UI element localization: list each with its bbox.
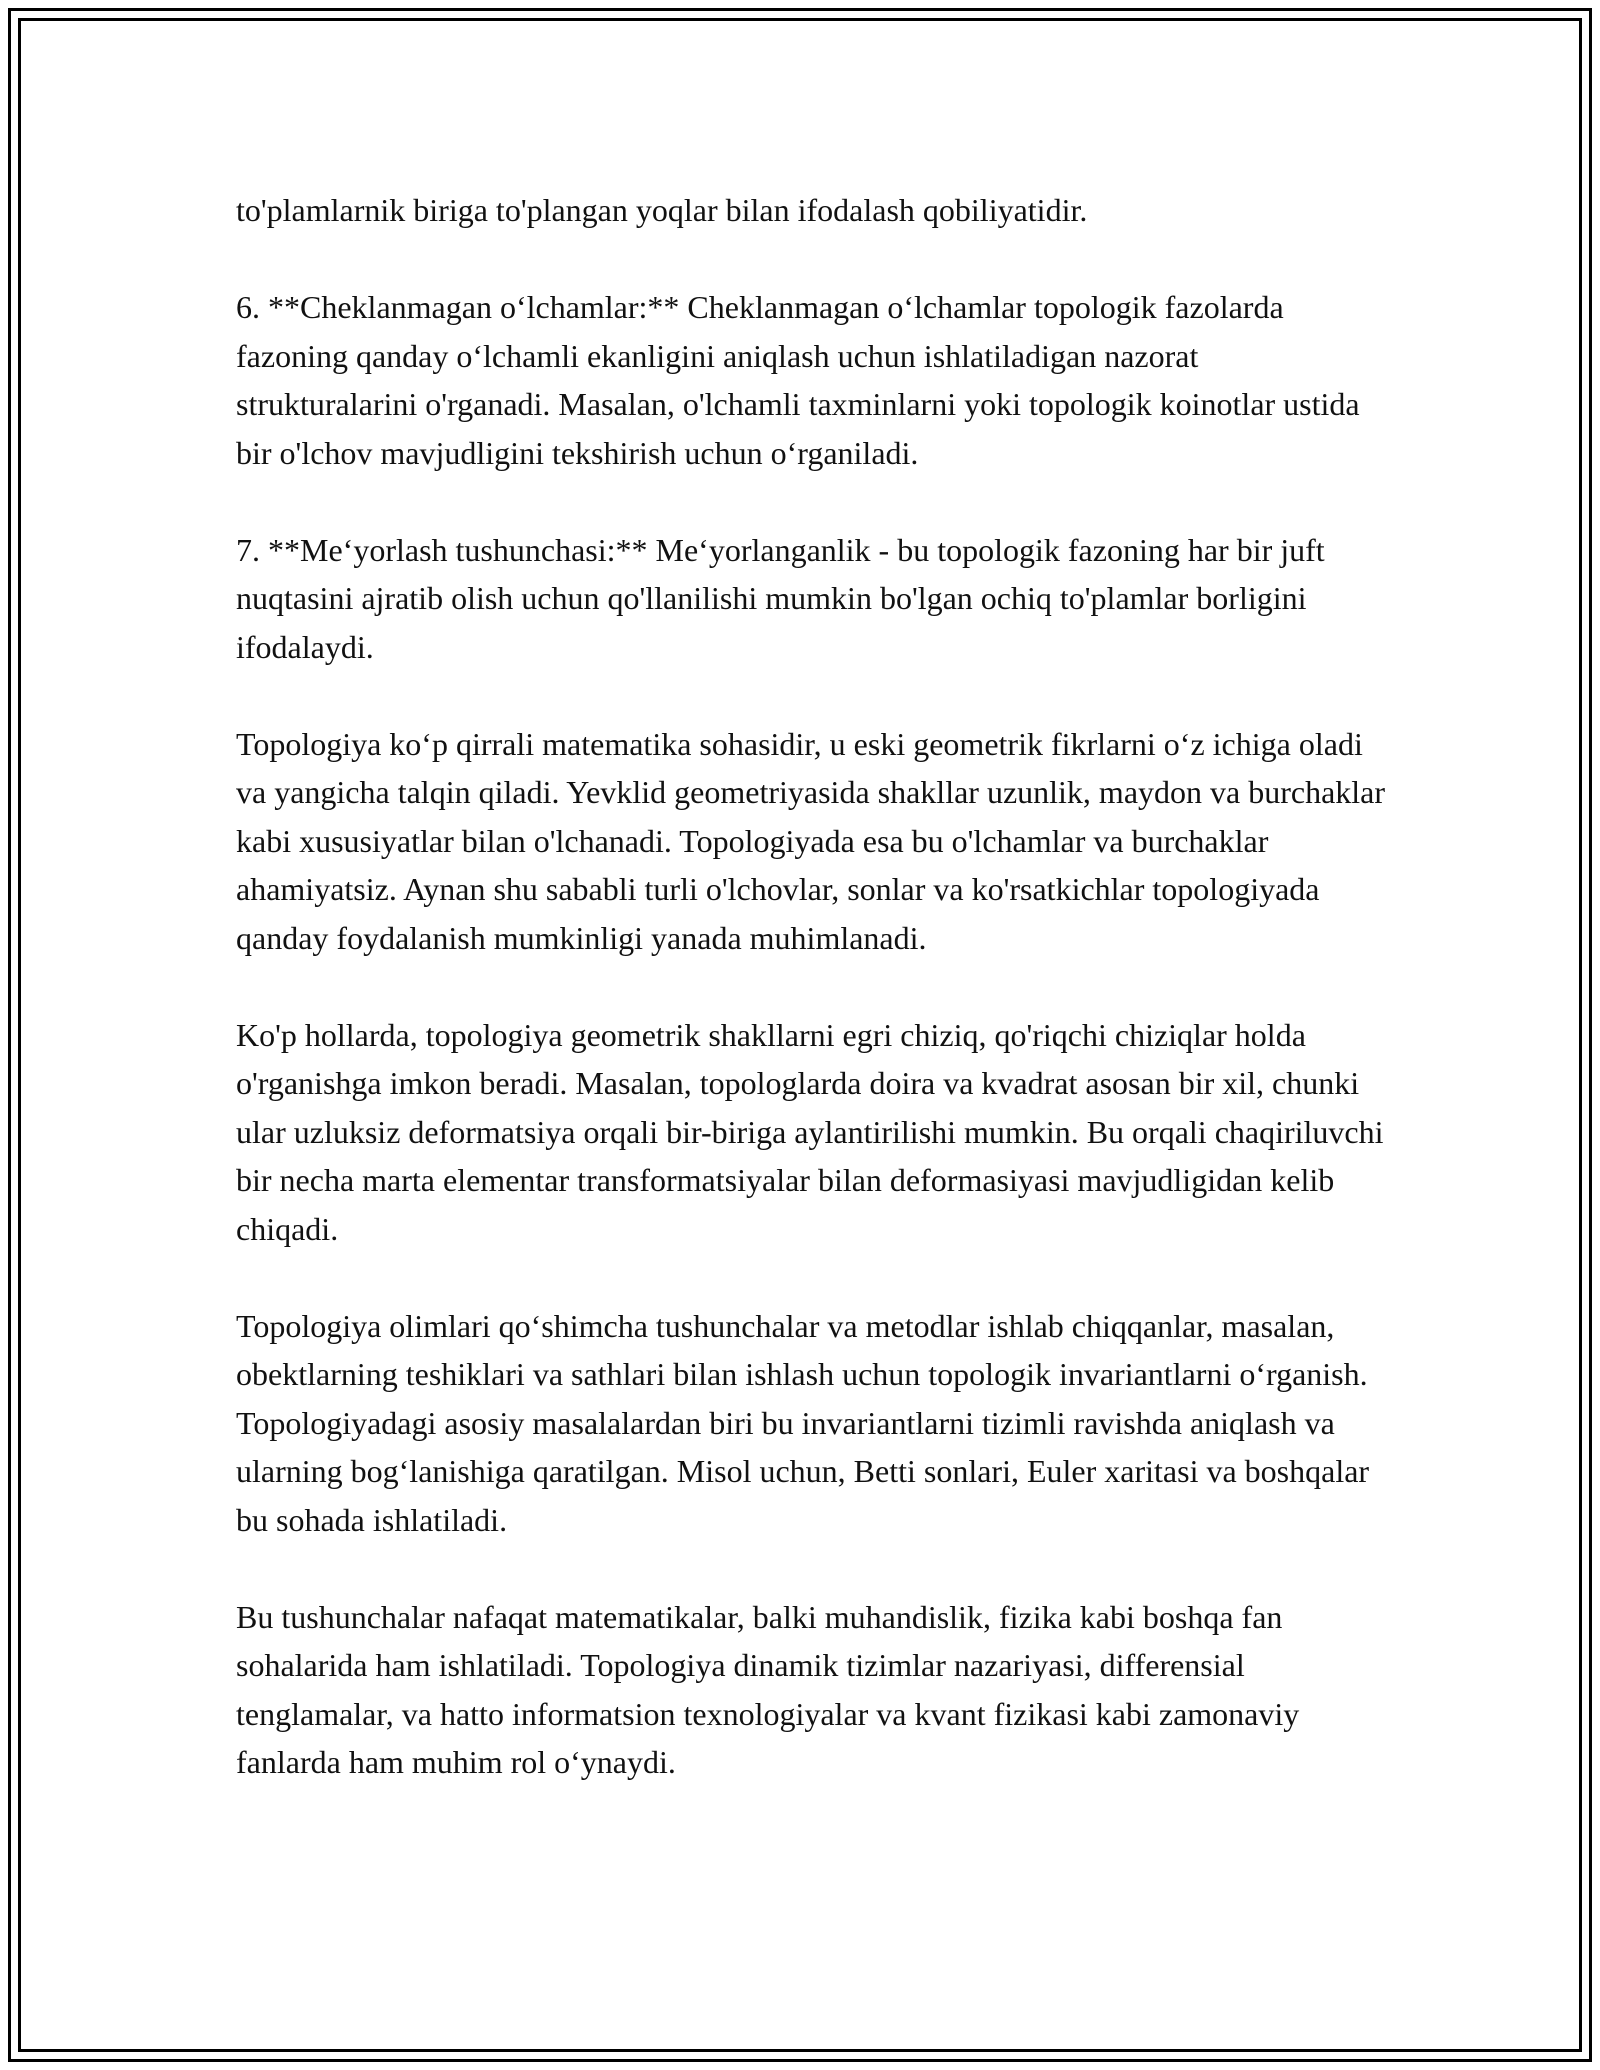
paragraph-continuation: to'plamlarnik biriga to'plangan yoqlar bilan ifodalash qobiliyatidir. [236,192,1088,228]
paragraph-tushunchalar-qollanilishi: Bu tushunchalar nafaqat matematikalar, balki muhandislik, fizika kabi boshqa fan sohalarida ham ishlatiladi. Topologiya dinamik tizimlar nazariyasi, differensial tenglamalar, va hatto informatsion texnologiyalar va kvant fizikasi kabi zamonaviy fanlarda ham muhim rol o‘ynaydi. [236,1598,1300,1780]
paragraph-geometrik-shakllar: Ko'p hollarda, topologiya geometrik shakllarni egri chiziq, qo'riqchi chiziqlar holda o'rganishga imkon beradi. Masalan, topologlarda doira va kvadrat asosan bir xil, chunki ular uzluksiz deformatsiya orqali bir-biriga aylantirilishi mumkin. Bu orqali chaqiriluvchi bir necha marta elementar transformatsiyalar bilan deformasiyasi mavjudligidan kelib chiqadi. [236,1016,1384,1247]
paragraph-topologik-invariantlar: Topologiya olimlari qo‘shimcha tushunchalar va metodlar ishlab chiqqanlar, masalan, obektlarning teshiklari va sathlari bilan ishlash uchun topologik invariantlarni o‘rganish. Topologiyadagi asosiy masalalardan biri bu invariantlarni tizimli ravishda aniqlash va ularning bog‘lanishiga qaratilgan. Misol uchun, Betti sonlari, Euler xaritasi va boshqalar bu sohada ishlatiladi. [236,1307,1370,1538]
paragraph-topologiya-soha: Topologiya ko‘p qirrali matematika sohasidir, u eski geometrik fikrlarni o‘z ichiga oladi va yangicha talqin qiladi. Yevklid geometriyasida shakllar uzunlik, maydon va burchaklar kabi xususiyatlar bilan o'lchanadi. Topologiyada esa bu o'lchamlar va burchaklar ahamiyatsiz. Aynan shu sababli turli o'lchovlar, sonlar va ko'rsatkichlar topologiyada qanday foydalanish mumkinligi yanada muhimlanadi. [236,725,1386,956]
paragraph-cheklanmagan-olchamlar: 6. **Cheklanmagan o‘lchamlar:** Cheklanmagan o‘lchamlar topologik fazolarda fazoning qanday o‘lchamli ekanligini aniqlash uchun ishlatiladigan nazorat strukturalarini o'rganadi. Masalan, o'lchamli taxminlarni yoki topologik koinotlar ustida bir o'lchov mavjudligini tekshirish uchun o‘rganiladi. [236,289,1360,471]
document-body [236,186,1386,1787]
paragraph-meyorlash-tushunchasi: 7. **Me‘yorlash tushunchasi:** Me‘yorlanganlik - bu topologik fazoning har bir juft nuqtasini ajratib olish uchun qo'llanilishi mumkin bo'lgan ochiq to'plamlar borligini ifodalaydi. [236,531,1325,665]
